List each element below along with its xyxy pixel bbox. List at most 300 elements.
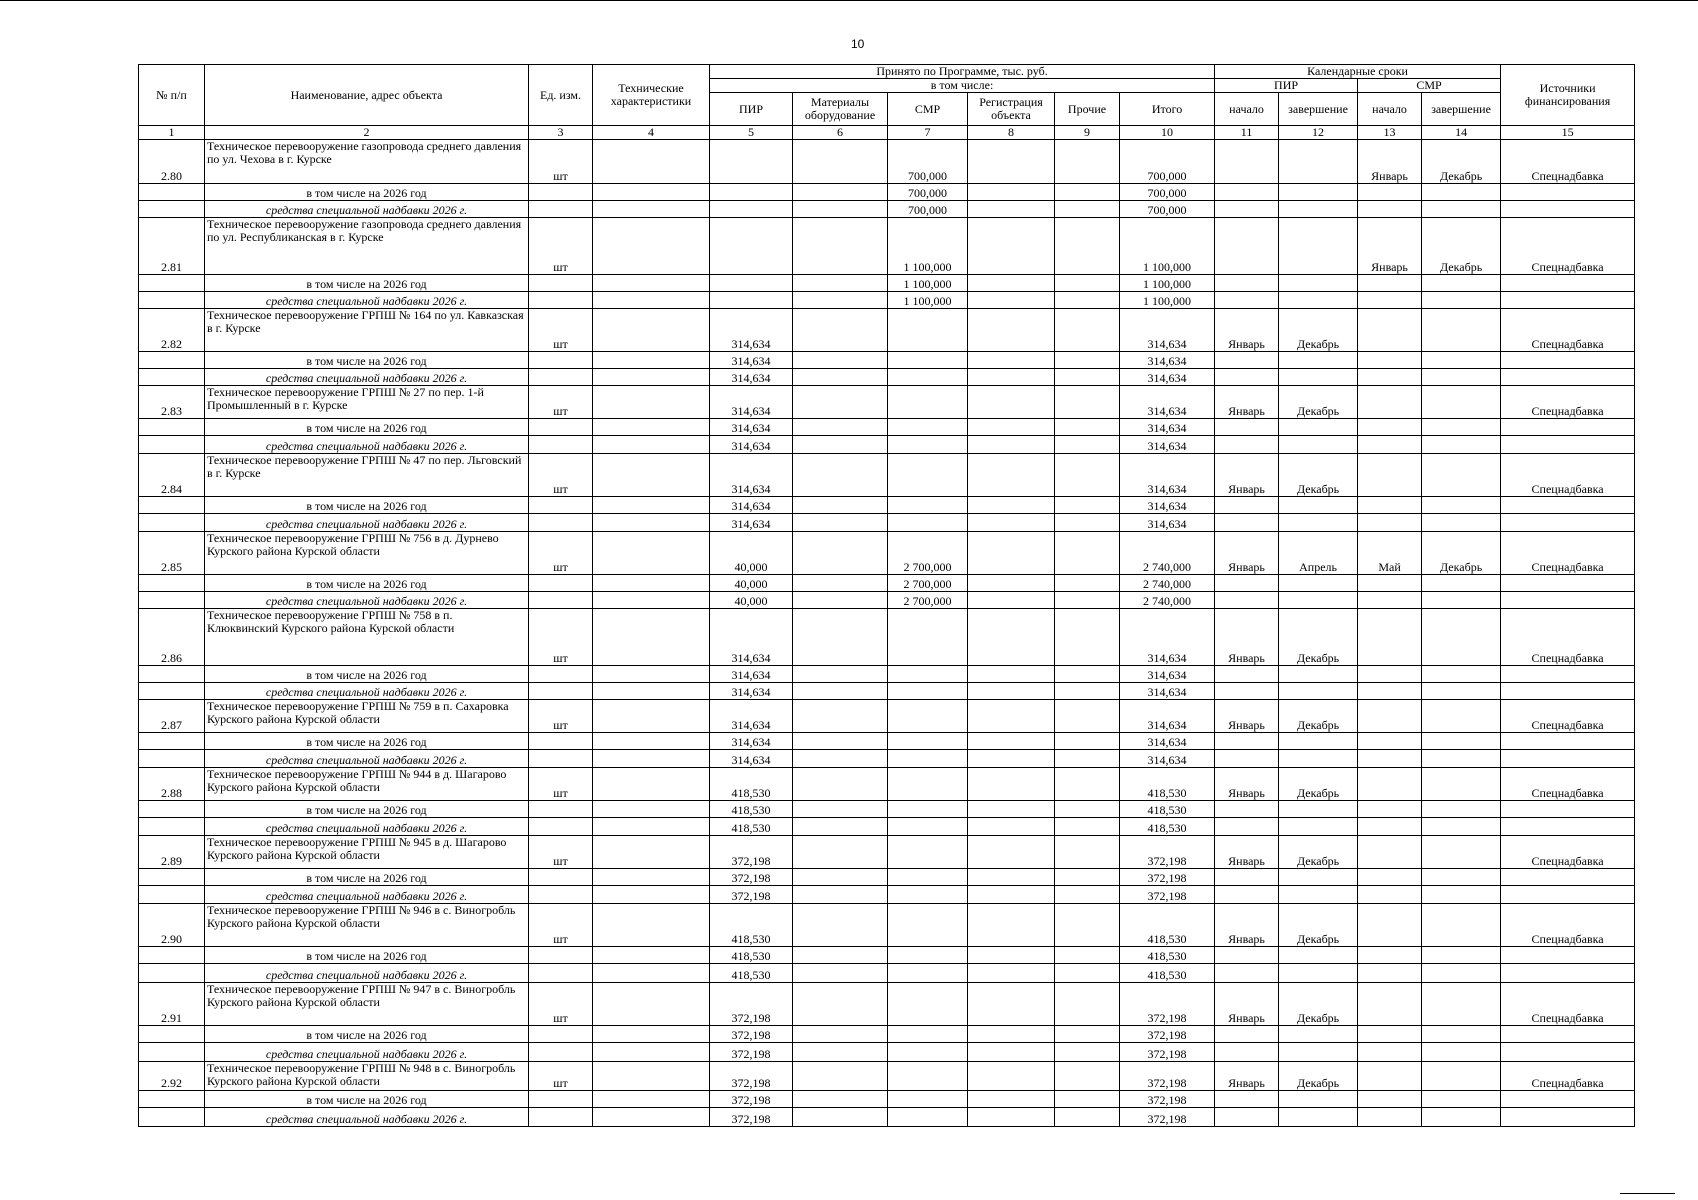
smr-value — [888, 309, 968, 352]
financing-source: Спецнадбавка — [1501, 309, 1635, 352]
smr-value — [888, 947, 968, 964]
registration-value — [968, 666, 1055, 683]
smr-value — [888, 666, 968, 683]
smr-value — [888, 497, 968, 514]
empty-cell — [1422, 683, 1501, 700]
empty-cell — [1422, 947, 1501, 964]
subrow-label: в том числе на 2026 год — [205, 497, 529, 514]
empty-cell — [1501, 352, 1635, 369]
other-value — [1055, 1091, 1120, 1108]
total-value: 314,634 — [1120, 683, 1215, 700]
object-name: Техническое перевооружение ГРПШ № 759 в п. Сахаровка Курского района Курской области — [205, 700, 529, 733]
empty-cell — [1358, 1026, 1422, 1043]
total-value: 314,634 — [1120, 309, 1215, 352]
column-number: 1 — [139, 126, 205, 140]
unit: шт — [529, 768, 593, 801]
empty-cell — [1215, 575, 1279, 592]
header-cal-pir: ПИР — [1215, 79, 1358, 93]
subrow-label: в том числе на 2026 год — [205, 419, 529, 436]
smr-value — [888, 818, 968, 836]
empty-cell — [1501, 683, 1635, 700]
empty-cell — [1358, 964, 1422, 983]
pir-value — [710, 275, 793, 292]
special-funds-label: средства специальной надбавки 2026 г. — [205, 750, 529, 768]
empty-cell — [1358, 947, 1422, 964]
unit: шт — [529, 609, 593, 666]
total-value: 372,198 — [1120, 1026, 1215, 1043]
empty-cell — [1215, 750, 1279, 768]
special-funds-label: средства специальной надбавки 2026 г. — [205, 292, 529, 309]
empty-cell — [1501, 964, 1635, 983]
empty-cell — [593, 201, 710, 218]
financing-source: Спецнадбавка — [1501, 836, 1635, 869]
registration-value — [968, 497, 1055, 514]
table-row — [139, 140, 1635, 184]
smr-value — [888, 419, 968, 436]
pir-end: Апрель — [1279, 532, 1358, 575]
empty-cell — [1501, 1091, 1635, 1108]
table-row — [139, 386, 1635, 419]
tech-characteristics — [593, 836, 710, 869]
pir-value: 372,198 — [710, 1043, 793, 1062]
smr-end — [1422, 609, 1501, 666]
empty-cell — [1358, 869, 1422, 886]
empty-cell — [529, 275, 593, 292]
column-number: 12 — [1279, 126, 1358, 140]
empty-cell — [529, 818, 593, 836]
empty-cell — [593, 184, 710, 201]
total-value: 314,634 — [1120, 514, 1215, 532]
empty-cell — [1215, 292, 1279, 309]
empty-cell — [529, 419, 593, 436]
column-number: 2 — [205, 126, 529, 140]
empty-cell — [1422, 869, 1501, 886]
empty-cell — [1501, 1043, 1635, 1062]
smr-value: 2 700,000 — [888, 592, 968, 609]
object-name: Техническое перевооружение газопровода среднего давления по ул. Республиканская в г. Курске — [205, 218, 529, 275]
smr-value — [888, 1026, 968, 1043]
empty-cell — [1215, 275, 1279, 292]
registration-value — [968, 275, 1055, 292]
materials-value — [793, 1108, 888, 1127]
empty-cell — [1358, 733, 1422, 750]
empty-cell — [1422, 733, 1501, 750]
materials-value — [793, 454, 888, 497]
pir-value: 418,530 — [710, 947, 793, 964]
pir-value: 372,198 — [710, 869, 793, 886]
empty-cell — [1279, 201, 1358, 218]
empty-cell — [593, 292, 710, 309]
empty-cell — [529, 201, 593, 218]
empty-cell — [529, 592, 593, 609]
empty-cell — [593, 275, 710, 292]
pir-value: 372,198 — [710, 836, 793, 869]
pir-value: 314,634 — [710, 497, 793, 514]
financing-source: Спецнадбавка — [1501, 904, 1635, 947]
smr-value — [888, 904, 968, 947]
smr-start — [1358, 768, 1422, 801]
empty-cell — [1501, 750, 1635, 768]
pir-value: 314,634 — [710, 514, 793, 532]
registration-value — [968, 292, 1055, 309]
pir-value: 314,634 — [710, 386, 793, 419]
table-subrow-year — [139, 733, 1635, 750]
empty-cell — [1422, 592, 1501, 609]
smr-end: Декабрь — [1422, 218, 1501, 275]
smr-value — [888, 609, 968, 666]
materials-value — [793, 886, 888, 904]
empty-cell — [1279, 184, 1358, 201]
pir-value — [710, 140, 793, 184]
column-number: 10 — [1120, 126, 1215, 140]
table-subrow-year — [139, 184, 1635, 201]
total-value: 372,198 — [1120, 983, 1215, 1026]
object-name: Техническое перевооружение ГРПШ № 47 по пер. Льговский в г. Курске — [205, 454, 529, 497]
column-number: 9 — [1055, 126, 1120, 140]
empty-cell — [1501, 497, 1635, 514]
smr-value: 1 100,000 — [888, 218, 968, 275]
empty-cell — [1422, 184, 1501, 201]
row-number — [139, 436, 205, 454]
empty-cell — [529, 733, 593, 750]
table-row — [139, 836, 1635, 869]
column-number: 4 — [593, 126, 710, 140]
empty-cell — [1501, 666, 1635, 683]
header-calendar: Календарные сроки — [1215, 65, 1501, 79]
object-name: Техническое перевооружение ГРПШ № 756 в д. Дурнево Курского района Курской области — [205, 532, 529, 575]
table-subrow-special — [139, 514, 1635, 532]
object-name: Техническое перевооружение ГРПШ № 27 по пер. 1-й Промышленный в г. Курске — [205, 386, 529, 419]
total-value: 372,198 — [1120, 1062, 1215, 1091]
object-name: Техническое перевооружение газопровода среднего давления по ул. Чехова в г. Курске — [205, 140, 529, 184]
smr-value — [888, 1108, 968, 1127]
row-number: 2.89 — [139, 836, 205, 869]
total-value: 314,634 — [1120, 369, 1215, 386]
table-subrow-year — [139, 1026, 1635, 1043]
financing-source: Спецнадбавка — [1501, 218, 1635, 275]
tech-characteristics — [593, 768, 710, 801]
smr-value — [888, 869, 968, 886]
table-row — [139, 454, 1635, 497]
total-value: 314,634 — [1120, 436, 1215, 454]
empty-cell — [593, 818, 710, 836]
empty-cell — [529, 1091, 593, 1108]
empty-cell — [1422, 1108, 1501, 1127]
empty-cell — [1501, 201, 1635, 218]
subrow-label: в том числе на 2026 год — [205, 1026, 529, 1043]
row-number — [139, 1108, 205, 1127]
materials-value — [793, 700, 888, 733]
empty-cell — [1358, 514, 1422, 532]
financing-source: Спецнадбавка — [1501, 386, 1635, 419]
smr-value — [888, 436, 968, 454]
table-row — [139, 609, 1635, 666]
header-end-pir: завершение — [1279, 93, 1358, 126]
empty-cell — [1501, 419, 1635, 436]
row-number — [139, 1043, 205, 1062]
smr-value — [888, 886, 968, 904]
empty-cell — [1215, 886, 1279, 904]
tech-characteristics — [593, 386, 710, 419]
table-row — [139, 309, 1635, 352]
empty-cell — [1279, 1043, 1358, 1062]
table-subrow-special — [139, 1043, 1635, 1062]
empty-cell — [1215, 964, 1279, 983]
smr-value: 700,000 — [888, 140, 968, 184]
table-row — [139, 1062, 1635, 1091]
materials-value — [793, 666, 888, 683]
empty-cell — [593, 575, 710, 592]
special-funds-label: средства специальной надбавки 2026 г. — [205, 201, 529, 218]
empty-cell — [529, 514, 593, 532]
other-value — [1055, 386, 1120, 419]
empty-cell — [1215, 947, 1279, 964]
unit: шт — [529, 140, 593, 184]
pir-start: Январь — [1215, 609, 1279, 666]
column-number: 3 — [529, 126, 593, 140]
unit: шт — [529, 309, 593, 352]
registration-value — [968, 801, 1055, 818]
empty-cell — [1501, 436, 1635, 454]
row-number — [139, 818, 205, 836]
smr-end — [1422, 904, 1501, 947]
special-funds-label: средства специальной надбавки 2026 г. — [205, 514, 529, 532]
column-number: 14 — [1422, 126, 1501, 140]
table-subrow-year — [139, 947, 1635, 964]
empty-cell — [1422, 292, 1501, 309]
row-number — [139, 419, 205, 436]
other-value — [1055, 947, 1120, 964]
financing-source: Спецнадбавка — [1501, 983, 1635, 1026]
materials-value — [793, 514, 888, 532]
empty-cell — [1422, 1026, 1501, 1043]
empty-cell — [1501, 575, 1635, 592]
empty-cell — [1358, 1091, 1422, 1108]
empty-cell — [529, 750, 593, 768]
smr-start — [1358, 836, 1422, 869]
materials-value — [793, 184, 888, 201]
pir-value — [710, 218, 793, 275]
subrow-label: в том числе на 2026 год — [205, 666, 529, 683]
table-subrow-special — [139, 369, 1635, 386]
empty-cell — [1501, 514, 1635, 532]
smr-value — [888, 1062, 968, 1091]
other-value — [1055, 836, 1120, 869]
registration-value — [968, 184, 1055, 201]
materials-value — [793, 733, 888, 750]
materials-value — [793, 532, 888, 575]
pir-value: 314,634 — [710, 352, 793, 369]
special-funds-label: средства специальной надбавки 2026 г. — [205, 964, 529, 983]
table-subrow-year — [139, 666, 1635, 683]
total-value: 2 740,000 — [1120, 575, 1215, 592]
pir-end — [1279, 140, 1358, 184]
empty-cell — [1358, 497, 1422, 514]
pir-end: Декабрь — [1279, 454, 1358, 497]
other-value — [1055, 818, 1120, 836]
pir-start — [1215, 140, 1279, 184]
row-number: 2.85 — [139, 532, 205, 575]
total-value: 314,634 — [1120, 750, 1215, 768]
registration-value — [968, 309, 1055, 352]
column-number: 13 — [1358, 126, 1422, 140]
total-value: 418,530 — [1120, 964, 1215, 983]
smr-start: Май — [1358, 532, 1422, 575]
empty-cell — [1279, 801, 1358, 818]
smr-value — [888, 386, 968, 419]
empty-cell — [593, 947, 710, 964]
smr-start: Январь — [1358, 140, 1422, 184]
empty-cell — [1279, 666, 1358, 683]
row-number: 2.83 — [139, 386, 205, 419]
registration-value — [968, 454, 1055, 497]
pir-end: Декабрь — [1279, 904, 1358, 947]
registration-value — [968, 1026, 1055, 1043]
other-value — [1055, 369, 1120, 386]
registration-value — [968, 683, 1055, 700]
special-funds-label: средства специальной надбавки 2026 г. — [205, 818, 529, 836]
row-number: 2.80 — [139, 140, 205, 184]
total-value: 2 740,000 — [1120, 592, 1215, 609]
empty-cell — [1279, 683, 1358, 700]
registration-value — [968, 886, 1055, 904]
empty-cell — [1279, 733, 1358, 750]
page-corner-mark — [1620, 1193, 1675, 1194]
other-value — [1055, 575, 1120, 592]
registration-value — [968, 1043, 1055, 1062]
total-value: 372,198 — [1120, 836, 1215, 869]
other-value — [1055, 201, 1120, 218]
financing-source: Спецнадбавка — [1501, 768, 1635, 801]
table-subrow-year — [139, 1091, 1635, 1108]
tech-characteristics — [593, 983, 710, 1026]
smr-start — [1358, 609, 1422, 666]
registration-value — [968, 352, 1055, 369]
materials-value — [793, 1091, 888, 1108]
pir-start: Январь — [1215, 700, 1279, 733]
empty-cell — [593, 750, 710, 768]
empty-cell — [529, 497, 593, 514]
other-value — [1055, 352, 1120, 369]
row-number: 2.81 — [139, 218, 205, 275]
empty-cell — [1215, 352, 1279, 369]
table-subrow-special — [139, 818, 1635, 836]
other-value — [1055, 1062, 1120, 1091]
materials-value — [793, 575, 888, 592]
header-start-smr: начало — [1358, 93, 1422, 126]
object-name: Техническое перевооружение ГРПШ № 164 по ул. Кавказская в г. Курске — [205, 309, 529, 352]
empty-cell — [1215, 666, 1279, 683]
empty-cell — [1422, 1043, 1501, 1062]
subrow-label: в том числе на 2026 год — [205, 869, 529, 886]
pir-end: Декабрь — [1279, 386, 1358, 419]
other-value — [1055, 609, 1120, 666]
registration-value — [968, 768, 1055, 801]
empty-cell — [1279, 592, 1358, 609]
row-number — [139, 964, 205, 983]
object-name: Техническое перевооружение ГРПШ № 758 в п. Клюквинский Курского района Курской области — [205, 609, 529, 666]
table-subrow-special — [139, 292, 1635, 309]
table-row — [139, 768, 1635, 801]
table-subrow-special — [139, 201, 1635, 218]
empty-cell — [593, 497, 710, 514]
total-value: 372,198 — [1120, 1043, 1215, 1062]
total-value: 2 740,000 — [1120, 532, 1215, 575]
materials-value — [793, 818, 888, 836]
empty-cell — [529, 1026, 593, 1043]
smr-end: Декабрь — [1422, 532, 1501, 575]
empty-cell — [529, 292, 593, 309]
empty-cell — [1422, 419, 1501, 436]
empty-cell — [593, 436, 710, 454]
empty-cell — [593, 1043, 710, 1062]
other-value — [1055, 1108, 1120, 1127]
tech-characteristics — [593, 454, 710, 497]
materials-value — [793, 768, 888, 801]
header-pir: ПИР — [710, 93, 793, 126]
total-value: 314,634 — [1120, 497, 1215, 514]
row-number — [139, 184, 205, 201]
empty-cell — [1501, 733, 1635, 750]
table-subrow-year — [139, 801, 1635, 818]
column-number: 6 — [793, 126, 888, 140]
table-subrow-year — [139, 275, 1635, 292]
table-row — [139, 532, 1635, 575]
empty-cell — [1358, 683, 1422, 700]
registration-value — [968, 1091, 1055, 1108]
registration-value — [968, 733, 1055, 750]
unit: шт — [529, 386, 593, 419]
empty-cell — [1215, 818, 1279, 836]
pir-value: 372,198 — [710, 1108, 793, 1127]
smr-start — [1358, 454, 1422, 497]
smr-value — [888, 1043, 968, 1062]
empty-cell — [529, 964, 593, 983]
column-number: 11 — [1215, 126, 1279, 140]
smr-value: 2 700,000 — [888, 532, 968, 575]
empty-cell — [529, 352, 593, 369]
empty-cell — [1501, 184, 1635, 201]
empty-cell — [1215, 1043, 1279, 1062]
pir-start: Январь — [1215, 1062, 1279, 1091]
empty-cell — [1279, 497, 1358, 514]
program-table — [138, 64, 1635, 1127]
pir-value: 314,634 — [710, 609, 793, 666]
column-number: 5 — [710, 126, 793, 140]
unit: шт — [529, 218, 593, 275]
empty-cell — [1422, 497, 1501, 514]
empty-cell — [1215, 683, 1279, 700]
pir-value: 314,634 — [710, 733, 793, 750]
empty-cell — [1501, 801, 1635, 818]
empty-cell — [1215, 733, 1279, 750]
pir-end: Декабрь — [1279, 700, 1358, 733]
smr-value — [888, 700, 968, 733]
pir-value: 314,634 — [710, 683, 793, 700]
registration-value — [968, 700, 1055, 733]
empty-cell — [1215, 1091, 1279, 1108]
materials-value — [793, 983, 888, 1026]
total-value: 372,198 — [1120, 1091, 1215, 1108]
pir-end: Декабрь — [1279, 983, 1358, 1026]
empty-cell — [1279, 964, 1358, 983]
subrow-label: в том числе на 2026 год — [205, 352, 529, 369]
tech-characteristics — [593, 140, 710, 184]
pir-end: Декабрь — [1279, 309, 1358, 352]
column-numbers-row — [139, 126, 1635, 140]
tech-characteristics — [593, 218, 710, 275]
tech-characteristics — [593, 700, 710, 733]
